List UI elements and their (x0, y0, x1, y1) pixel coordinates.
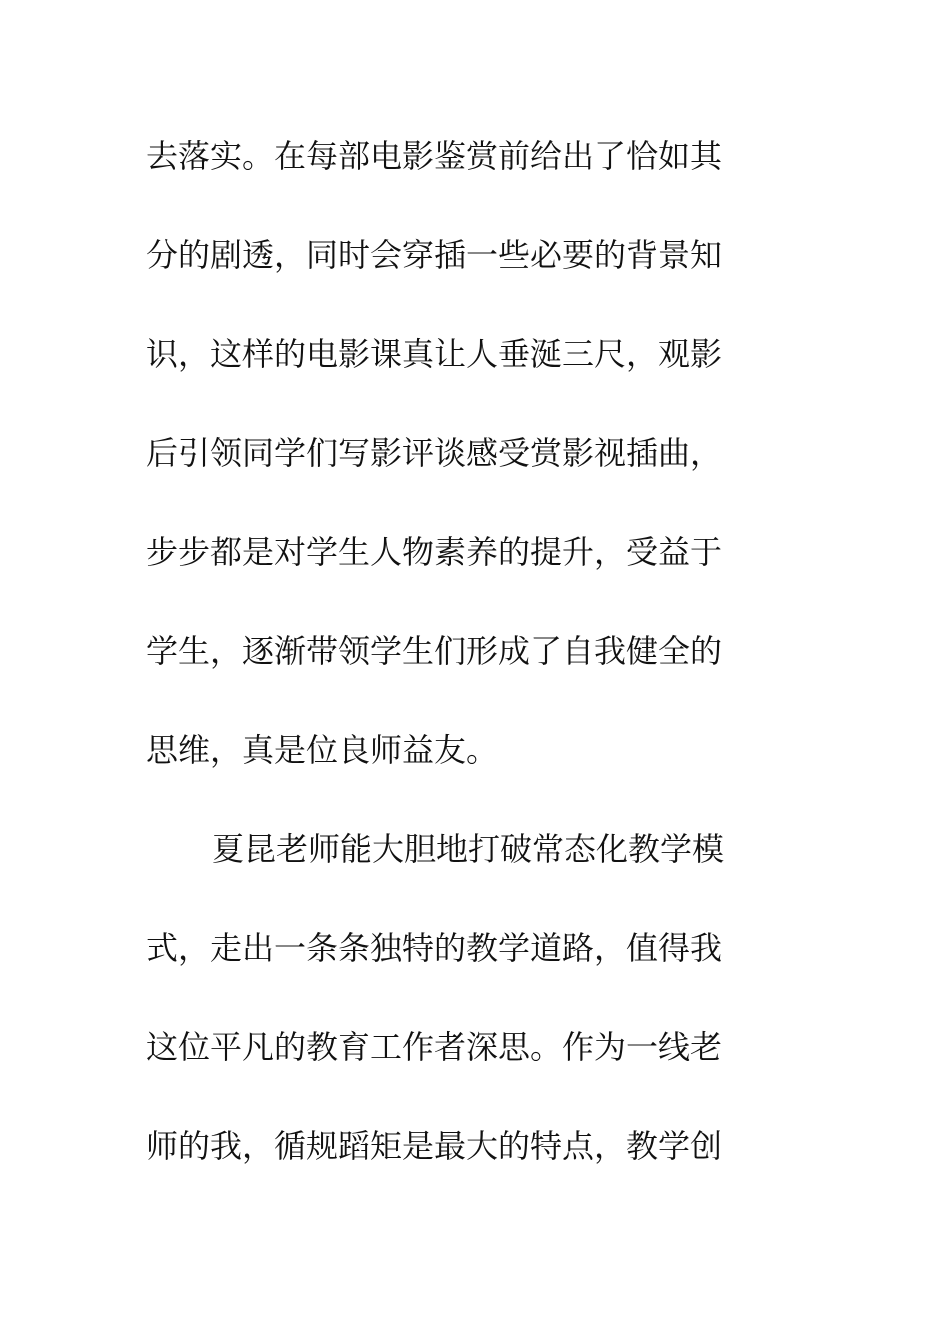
document-body (146, 124, 786, 1213)
text-line-6: 学生，逐渐带领学生们形成了自我健全的 (146, 632, 723, 670)
text-line-2: 分的剧透，同时会穿插一些必要的背景知 (146, 236, 723, 274)
text-line-10: 这位平凡的教育工作者深思。作为一线老 (146, 1028, 723, 1066)
text-line-3: 识，这样的电影课真让人垂涎三尺，观影 (146, 335, 723, 373)
text-line-4: 后引领同学们写影评谈感受赏影视插曲， (146, 434, 723, 472)
text-line-11: 师的我，循规蹈矩是最大的特点，教学创 (146, 1127, 723, 1165)
text-line-9: 式，走出一条条独特的教学道路，值得我 (146, 929, 723, 967)
text-line-5: 步步都是对学生人物素养的提升，受益于 (146, 533, 723, 571)
text-line-7: 思维，真是位良师益友。 (146, 731, 499, 769)
paragraph-start-line: 夏昆老师能大胆地打破常态化教学模 (212, 830, 725, 868)
text-line-1: 去落实。在每部电影鉴赏前给出了恰如其 (146, 137, 723, 175)
